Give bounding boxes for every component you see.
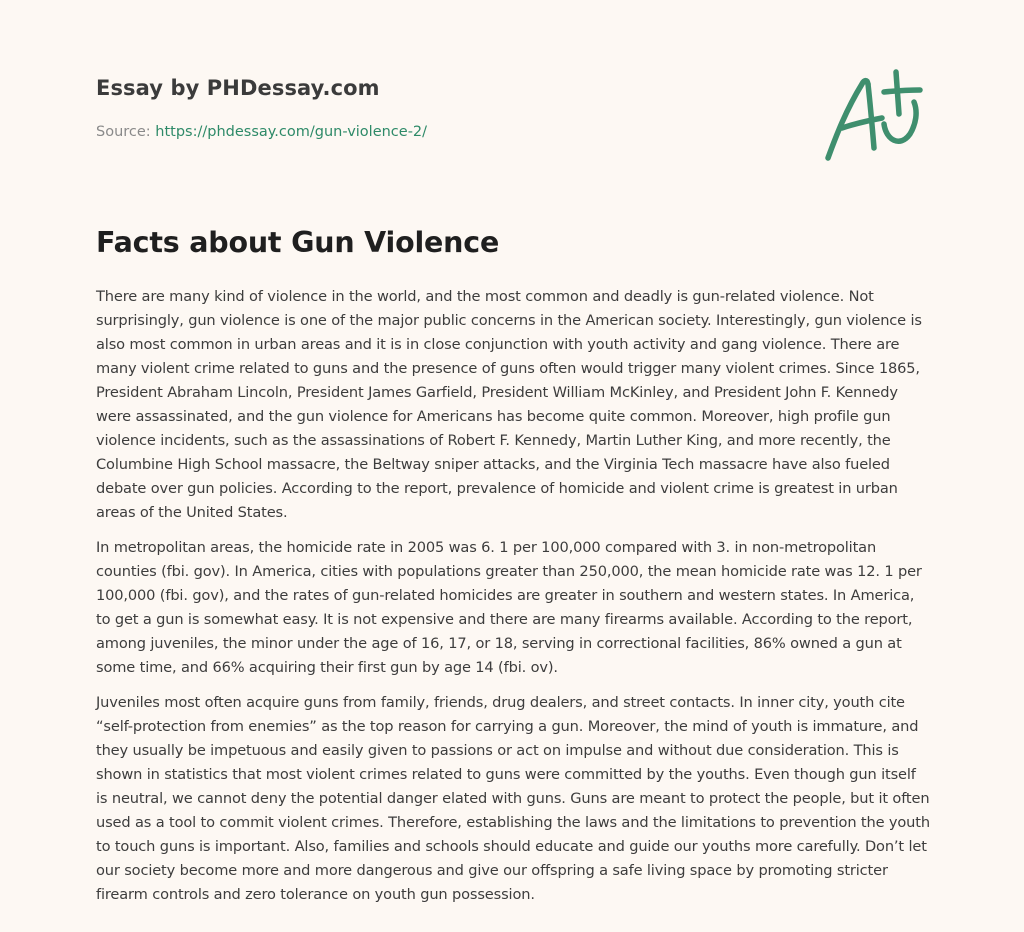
essay-body <box>96 285 930 918</box>
paragraph: There are many kind of violence in the world, and the most common and deadly is gun-related violence. Not surprisingly, gun violence is one of the major public concerns in the American society. Interestingly, gun violence is also most common in urban areas and it is in close conjunction with youth activity and gang violence. There are many violent crime related to guns and the presence of guns often would trigger many violent crimes. Since 1865, President Abraham Lincoln, President James Garfield, President William McKinley, and President John F. Kennedy were assassinated, and the gun violence for Americans has become quite common. Moreover, high profile gun violence incidents, such as the assassinations of Robert F. Kennedy, Martin Luther King, and more recently, the Columbine High School massacre, the Beltway sniper attacks, and the Virginia Tech massacre have also fueled debate over gun policies. According to the report, prevalence of homicide and violent crime is greatest in urban areas of the United States. <box>96 288 922 521</box>
site-brand: Essay by PHDessay.com <box>96 76 380 100</box>
essay-title: Facts about Gun Violence <box>96 226 500 259</box>
paragraph: In metropolitan areas, the homicide rate in 2005 was 6. 1 per 100,000 compared with 3. in non-metropolitan counties (fbi. gov). In America, cities with populations greater than 250,000, the mean homicide rate was 12. 1 per 100,000 (fbi. gov), and the rates of gun-related homicides are greater in southern and western states. In America, to get a gun is somewhat easy. It is not expensive and there are many firearms available. According to the report, among juveniles, the minor under the age of 16, 17, or 18, serving in correctional facilities, 86% owned a gun at some time, and 66% acquiring their first gun by age 14 (fbi. ov). <box>96 539 922 676</box>
a-plus-logo-icon <box>822 66 926 166</box>
source-link[interactable]: https://phdessay.com/gun-violence-2/ <box>155 124 428 140</box>
paragraph: Juveniles most often acquire guns from family, friends, drug dealers, and street contacts. In inner city, youth cite “self-protection from enemies” as the top reason for carrying a gun. Moreover, the mind of youth is immature, and they usually be impetuous and easily given to passions or act on impulse and without due consideration. This is shown in statistics that most violent crimes related to guns were committed by the youths. Even though gun itself is neutral, we cannot deny the potential danger elated with guns. Guns are meant to protect the people, but it often used as a tool to commit violent crimes. Therefore, establishing the laws and the limitations to prevention the youth to touch guns is important. Also, families and schools should educate and guide our youths more carefully. Don’t let our society become more and more dangerous and give our offspring a safe living space by promoting stricter firearm controls and zero tolerance on youth gun possession. <box>96 694 930 903</box>
source-line <box>96 124 427 140</box>
source-label: Source: <box>96 124 156 140</box>
